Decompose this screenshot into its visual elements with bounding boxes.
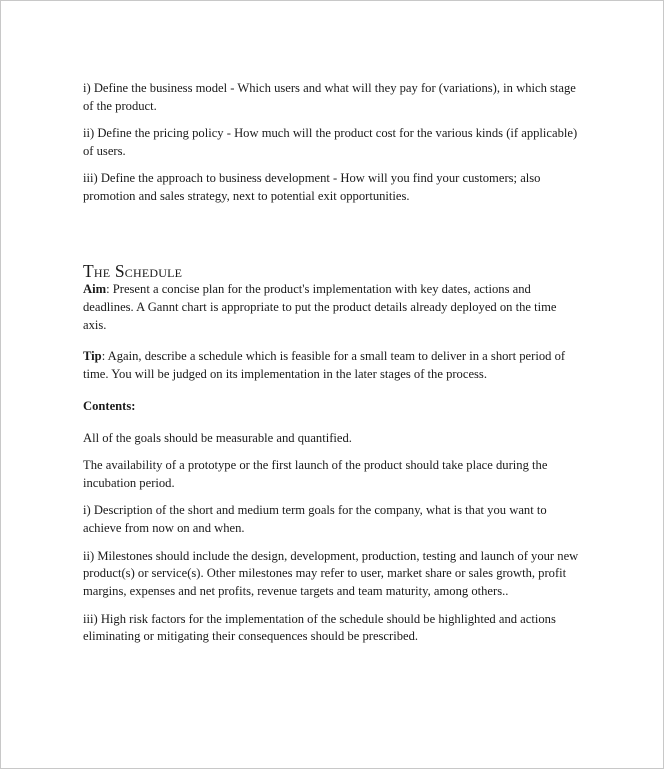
contents-label-text: Contents	[83, 398, 132, 413]
tip-label: Tip	[83, 349, 102, 364]
tip-text: : Again, describe a schedule which is feasible for a small team to deliver in a short period of time. You will be judged on its implementation in the later stages of the process.	[83, 349, 566, 382]
contents-paragraph-5: iii) High risk factors for the implementation of the schedule should be highlighted and actions eliminating or mitigating their consequences should be prescribed.	[83, 611, 556, 644]
tip-paragraph	[83, 348, 583, 384]
contents-heading	[83, 398, 583, 416]
page-content	[83, 80, 583, 656]
intro-item-3: iii) Define the approach to business development - How will you find your customers; also promotion and sales strategy, next to potential exit opportunities.	[83, 171, 541, 204]
contents-paragraph-1: All of the goals should be measurable and quantified.	[83, 430, 352, 445]
intro-item-2: ii) Define the pricing policy - How much will the product cost for the various kinds (if applicable) of users.	[83, 126, 578, 158]
contents-paragraph-3: i) Description of the short and medium term goals for the company, what is that you want to achieve from now on and when.	[83, 503, 547, 536]
section-heading: The Schedule	[83, 260, 183, 281]
intro-item-1: i) Define the business model - Which users and what will they pay for (variations), in which stage of the product.	[83, 81, 576, 113]
aim-text: : Present a concise plan for the product's implementation with key dates, actions and deadlines. A Gannt chart is appropriate to put the product details already deployed on the time axis.	[83, 281, 557, 332]
contents-label-colon: :	[131, 398, 136, 413]
contents-paragraph-2: The availability of a prototype or the first launch of the product should take place during the incubation period.	[83, 458, 548, 490]
contents-paragraph-4: ii) Milestones should include the design, development, production, testing and launch of your new product(s) or service(s). Other milestones may refer to user, market share or sales growth, profit margins, expenses and net profits, revenue targets and team maturity, among others..	[83, 548, 579, 599]
aim-label: Aim	[83, 281, 107, 296]
aim-paragraph	[83, 281, 583, 334]
contents-label	[83, 399, 135, 413]
